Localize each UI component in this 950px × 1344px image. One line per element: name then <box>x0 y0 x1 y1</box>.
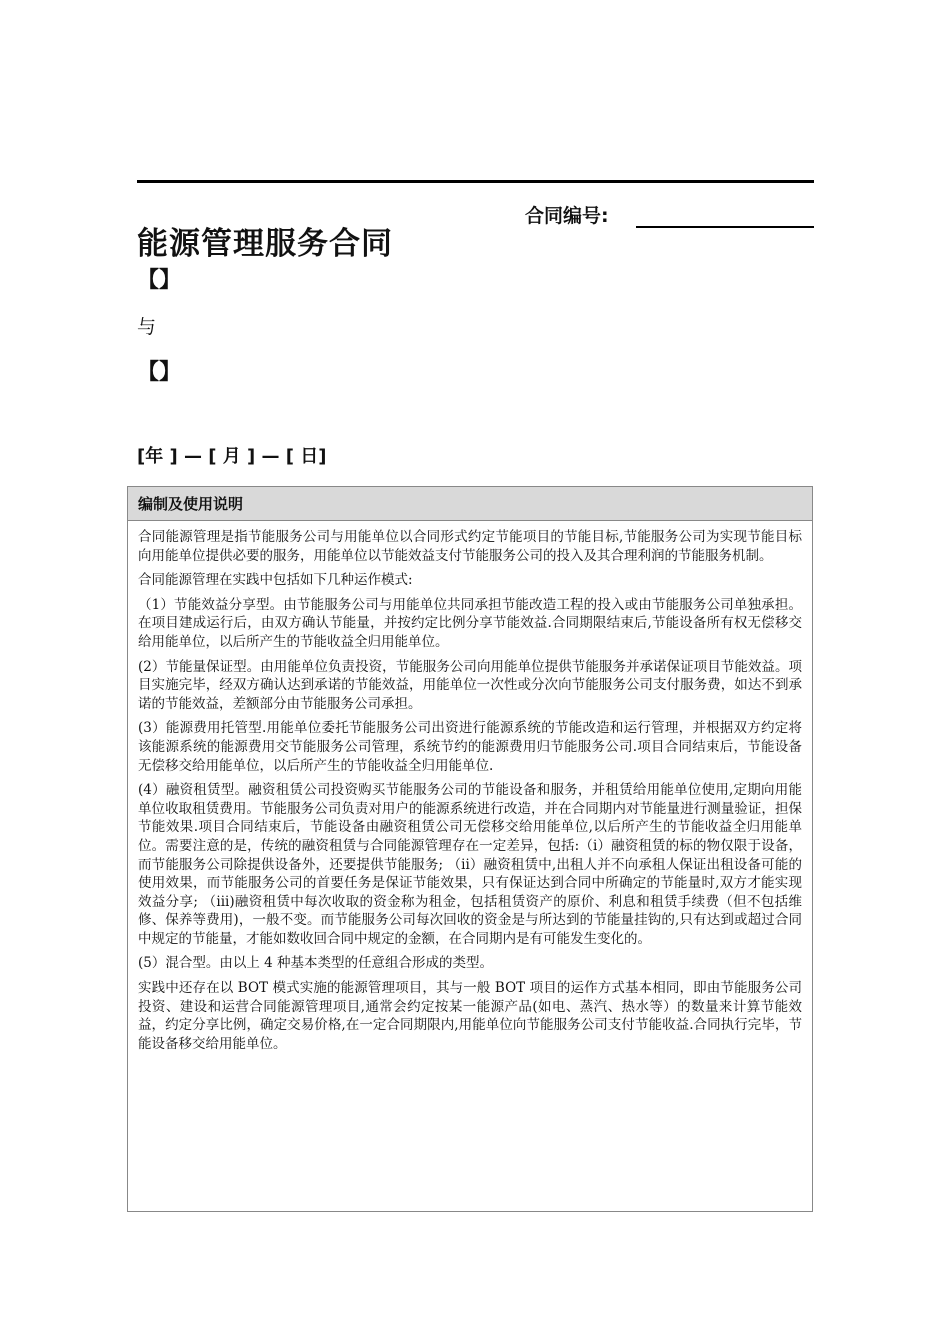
usage-notes-heading: 编制及使用说明 <box>128 487 812 521</box>
conjunction-text: 与 <box>137 316 157 338</box>
notes-paragraph-modes-intro: 合同能源管理在实践中包括如下几种运作模式: <box>138 572 413 589</box>
notes-paragraph-definition: 合同能源管理是指节能服务公司与用能单位以合同形式约定节能项目的节能目标,节能服务公司为实现节能目标向用能单位提供必要的服务，用能单位以节能效益支付节能服务公司的投入及其合理利润的节能服务机制。 <box>138 529 802 564</box>
notes-paragraph-mode-5: (5）混合型。由以上 4 种基本类型的任意组合形成的类型。 <box>138 955 494 972</box>
usage-notes-body <box>128 521 812 1053</box>
contract-number-blank <box>636 226 814 228</box>
notes-paragraph-mode-1: （1）节能效益分享型。由节能服务公司与用能单位共同承担节能改造工程的投入或由节能服务公司单独承担。在项目建成运行后，由双方确认节能量，并按约定比例分享节能效益.合同期限结束后,节能设备所有权无偿移交给用能单位，以后所产生的节能收益全归用能单位。 <box>138 596 802 650</box>
party-a-placeholder: 【】 <box>137 268 182 293</box>
usage-notes-box <box>127 486 813 1212</box>
date-line: [年 ] — [ 月 ] — [ 日] <box>137 446 327 467</box>
party-b-placeholder: 【】 <box>137 360 182 385</box>
top-rule <box>137 180 814 183</box>
notes-paragraph-mode-4: (4）融资租赁型。融资租赁公司投资购买节能服务公司的节能设备和服务，并租赁给用能单位使用,定期向用能单位收取租赁费用。节能服务公司负责对用户的能源系统进行改造，并在合同期内对节能量进行测量验证，担保节能效果.项目合同结束后，节能设备由融资租赁公司无偿移交给用能单位,以后所产生的节能收益全归用能单位。需要注意的是，传统的融资租赁与合同能源管理存在一定差异，包括:（i）融资租赁的标的物仅限于设备，而节能服务公司除提供设备外，还要提供节能服务; （ii）融资租赁中,出租人并不向承租人保证出租设备可能的使用效果，而节能服务公司的首要任务是保证节能效果，只有保证达到合同中所确定的节能量时,双方才能实现效益分享; （iii)融资租赁中每次收取的资金称为租金，包括租赁资产的原价、利息和租赁手续费（但不包括维修、保养等费用)，一般不变。而节能服务公司每次回收的资金是与所达到的节能量挂钩的,只有达到或超过合同中规定的节能量，才能如数收回合同中规定的金额，在合同期内是有可能发生变化的。 <box>138 782 802 947</box>
contract-number-label: 合同编号: <box>525 205 609 227</box>
document-title: 能源管理服务合同 <box>137 226 393 262</box>
notes-paragraph-bot: 实践中还存在以 BOT 模式实施的能源管理项目，其与一般 BOT 项目的运作方式基本相同，即由节能服务公司投资、建设和运营合同能源管理项目,通常会约定按某一能源产品(如电、蒸汽、热水等）的数量来计算节能效益，约定分享比例，确定交易价格,在一定合同期限内,用能单位向节能服务公司支付节能收益.合同执行完毕，节能设备移交给用能单位。 <box>138 980 802 1052</box>
notes-paragraph-mode-2: (2）节能量保证型。由用能单位负责投资，节能服务公司向用能单位提供节能服务并承诺保证项目节能效益。项目实施完毕，经双方确认达到承诺的节能效益，用能单位一次性或分次向节能服务公司支付服务费，如达不到承诺的节能效益，差额部分由节能服务公司承担。 <box>138 658 802 712</box>
notes-paragraph-mode-3: (3）能源费用托管型.用能单位委托节能服务公司出资进行能源系统的节能改造和运行管理，并根据双方约定将该能源系统的能源费用交节能服务公司管理，系统节约的能源费用归节能服务公司.项目合同结束后，节能设备无偿移交给用能单位，以后所产生的节能收益全归用能单位. <box>138 720 802 774</box>
